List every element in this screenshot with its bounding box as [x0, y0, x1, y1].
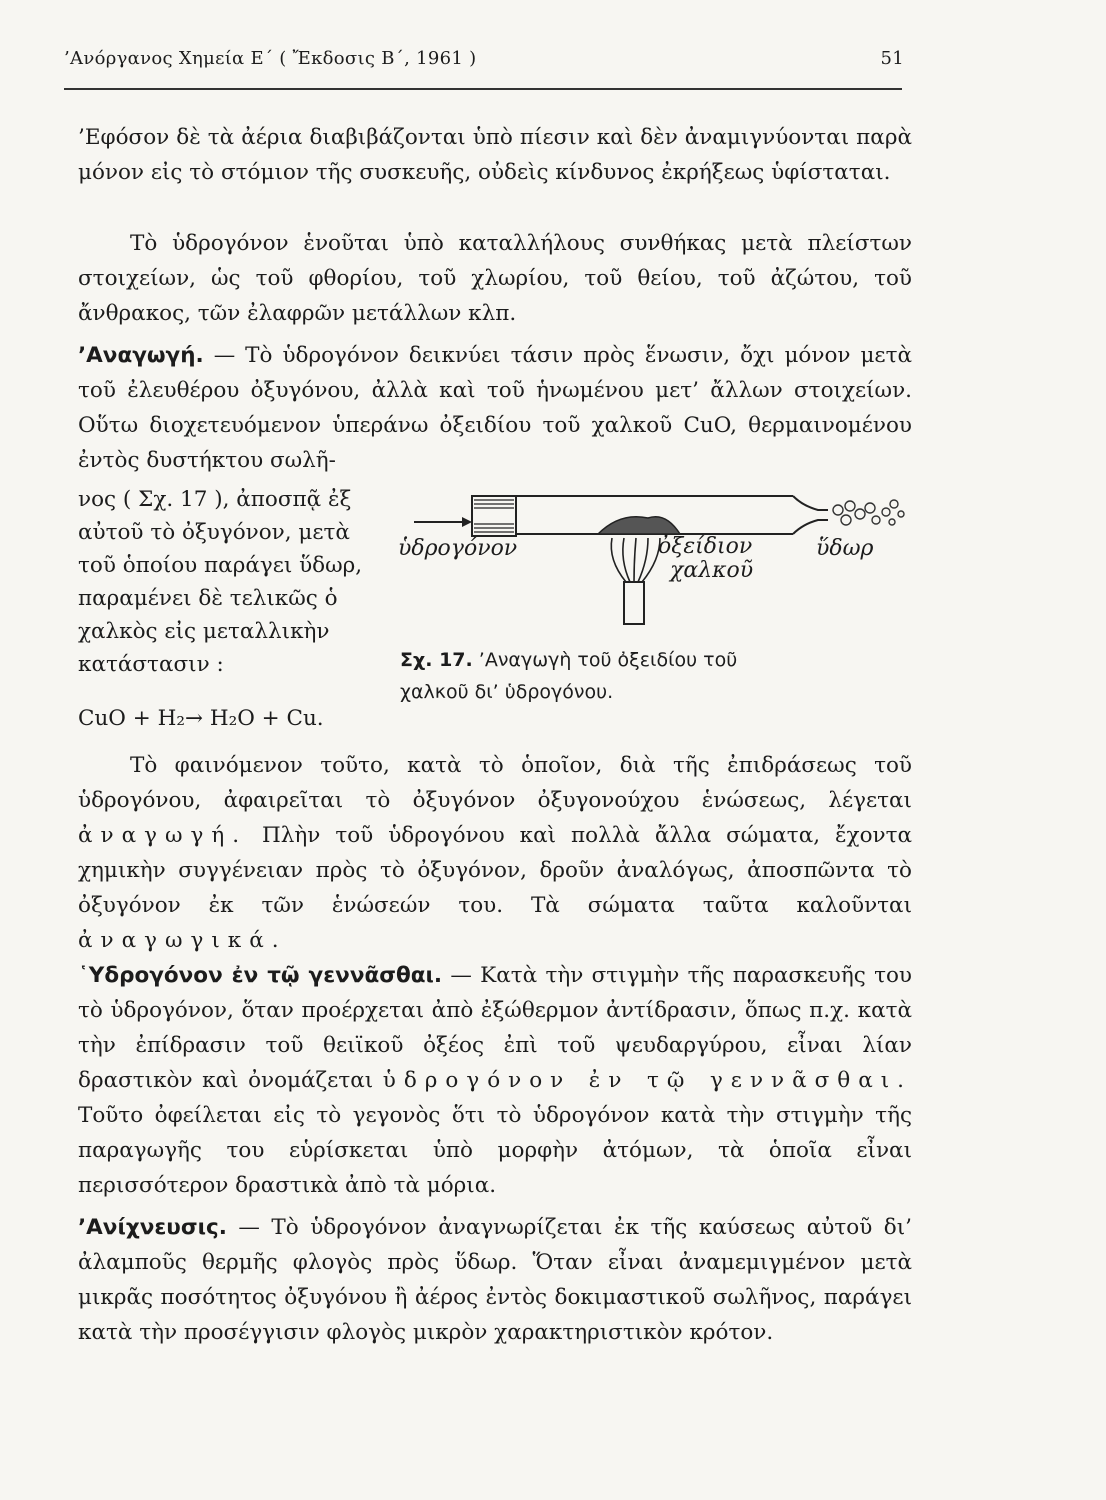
paragraph-2: Τὸ ὑδρογόνον ἑνοῦται ὑπὸ καταλλήλους συνθήκας μετὰ πλείστων στοιχείων, ὡς τοῦ φθορίου, τοῦ χλωρίου, τοῦ θείου, τοῦ ἀζώτου, τοῦ ἄνθρακος, τῶν ἐλαφρῶν μετάλλων κλπ. — [78, 231, 912, 326]
page-header — [64, 48, 904, 78]
label-hydrogen: ὑδρογόνον — [398, 536, 518, 561]
heading-nascent: ῾Υδρογόνον ἐν τῷ γεννᾶσθαι. — [78, 963, 443, 988]
term-reduction: ἀναγωγή. — [78, 823, 248, 848]
header-rule — [64, 88, 902, 90]
caption-text: ’Αναγωγὴ τοῦ ὀξειδίου τοῦ χαλκοῦ δι’ ὑδρογόνου. — [400, 649, 738, 703]
heading-detection: ’Ανίχνευσις. — [78, 1215, 227, 1240]
figure-caption — [400, 644, 780, 708]
figure-17 — [398, 470, 918, 640]
paragraph-4: Τὸ φαινόμενον τοῦτο, κατὰ τὸ ὁποῖον, διὰ τῆς ἐπιδράσεως τοῦ ὑδρογόνου, ἀφαιρεῖται τὸ ὀξυγόνον ὀξυγονούχου ἑνώσεως, λέγεται ἀναγωγή. Πλὴν τοῦ ὑδρογόνου καὶ πολλὰ ἄλλα σώματα, ἔχοντα χημικὴν συγγένειαν πρὸς τὸ ὀξυγόνον, δροῦν ἀναλόγως, ἀποσπῶντα τὸ ὀξυγόνον ἐκ τῶν ἑνώσεών του. Τὰ σώματα ταῦτα καλοῦνται ἀναγωγικά. — [78, 753, 913, 953]
label-copper: χαλκοῦ — [670, 558, 754, 583]
caption-number: Σχ. 17. — [400, 649, 473, 671]
running-title: ’Ανόργανος Χημεία Ε΄ ( Ἔκδοσις Β΄, 1961 ) — [64, 48, 477, 69]
heading-reduction: ’Αναγωγή. — [78, 343, 204, 368]
label-water: ὕδωρ — [816, 536, 874, 561]
reaction-equation: CuO + H₂→ H₂O + Cu. — [78, 706, 324, 731]
label-oxide: ὀξείδιον — [658, 534, 753, 559]
page-number: 51 — [880, 48, 904, 69]
paragraph-nascent: ῾Υδρογόνον ἐν τῷ γεννᾶσθαι. — Κατὰ τὴν στιγμὴν τῆς παρασκευῆς του τὸ ὑδρογόνον, ὅταν προέρχεται ἀπὸ ἐξώθερμον ἀντίδρασιν, ὅπως π.χ. κατὰ τὴν ἐπίδρασιν τοῦ θειϊκοῦ ὀξέος ἐπὶ τοῦ ψευδαργύρου, εἶναι λίαν δραστικὸν καὶ ὀνομάζεται ὑδρογόνον ἐν τῷ γεννᾶσθαι. Τοῦτο ὀφείλεται εἰς τὸ γεγονὸς ὅτι τὸ ὑδρογόνον κατὰ τὴν στιγμὴν τῆς παραγωγῆς του εὑρίσκεται ὑπὸ μορφὴν ἀτόμων, τὰ ὁποῖα εἶναι περισσότερον δραστικὰ ἀπὸ τὰ μόρια. — [78, 963, 913, 1198]
paragraph-reduction — [78, 338, 912, 478]
paragraph-detection: ’Ανίχνευσις. — Τὸ ὑδρογόνον ἀναγνωρίζεται ἐκ τῆς καύσεως αὐτοῦ δι’ ἀλαμποῦς θερμῆς φλογὸς πρὸς ὕδωρ. Ὅταν εἶναι ἀναμεμιγμένον μετὰ μικρᾶς ποσότητος ὀξυγόνου ἢ ἀέρος ἐντὸς δοκιμαστικοῦ σωλῆνος, παράγει κατὰ τὴν προσέγγισιν φλογὸς μικρὸν χαρακτηριστικὸν κρότον. — [78, 1215, 913, 1345]
term-nascent: ὑδρογόνον ἐν τῷ γεννᾶσθαι. — [382, 1068, 913, 1093]
paragraph-1: ’Εφόσον δὲ τὰ ἀέρια διαβιβάζονται ὑπὸ πίεσιν καὶ δὲν ἀναμιγνύονται παρὰ μόνον εἰς τὸ στόμιον τῆς συσκευῆς, οὐδεὶς κίνδυνος ἐκρήξεως ὑφίσταται. — [78, 125, 912, 185]
reduction-continued: νος ( Σχ. 17 ), ἀποσπᾷ ἐξ αὐτοῦ τὸ ὀξυγόνον, μετὰ τοῦ ὁποίου παράγει ὕδωρ, παραμένει δὲ τελικῶς ὁ χαλκὸς εἰς μεταλλικὴν κατάστασιν : — [78, 487, 363, 677]
reduction-body: — Τὸ ὑδρογόνον δεικνύει τάσιν πρὸς ἕνωσιν, ὄχι μόνον μετὰ τοῦ ἐλευθέρου ὀξυγόνου, ἀλλὰ καὶ τοῦ ἡνωμένου μετ’ ἄλλων στοιχείων. Οὕτω διοχετευόμενον ὑπεράνω ὀξειδίου τοῦ χαλκοῦ CuO, θερμαινομένου ἐντὸς δυστήκτου σωλῆ- — [78, 343, 912, 473]
term-reducing: ἀναγωγικά. — [78, 928, 287, 953]
